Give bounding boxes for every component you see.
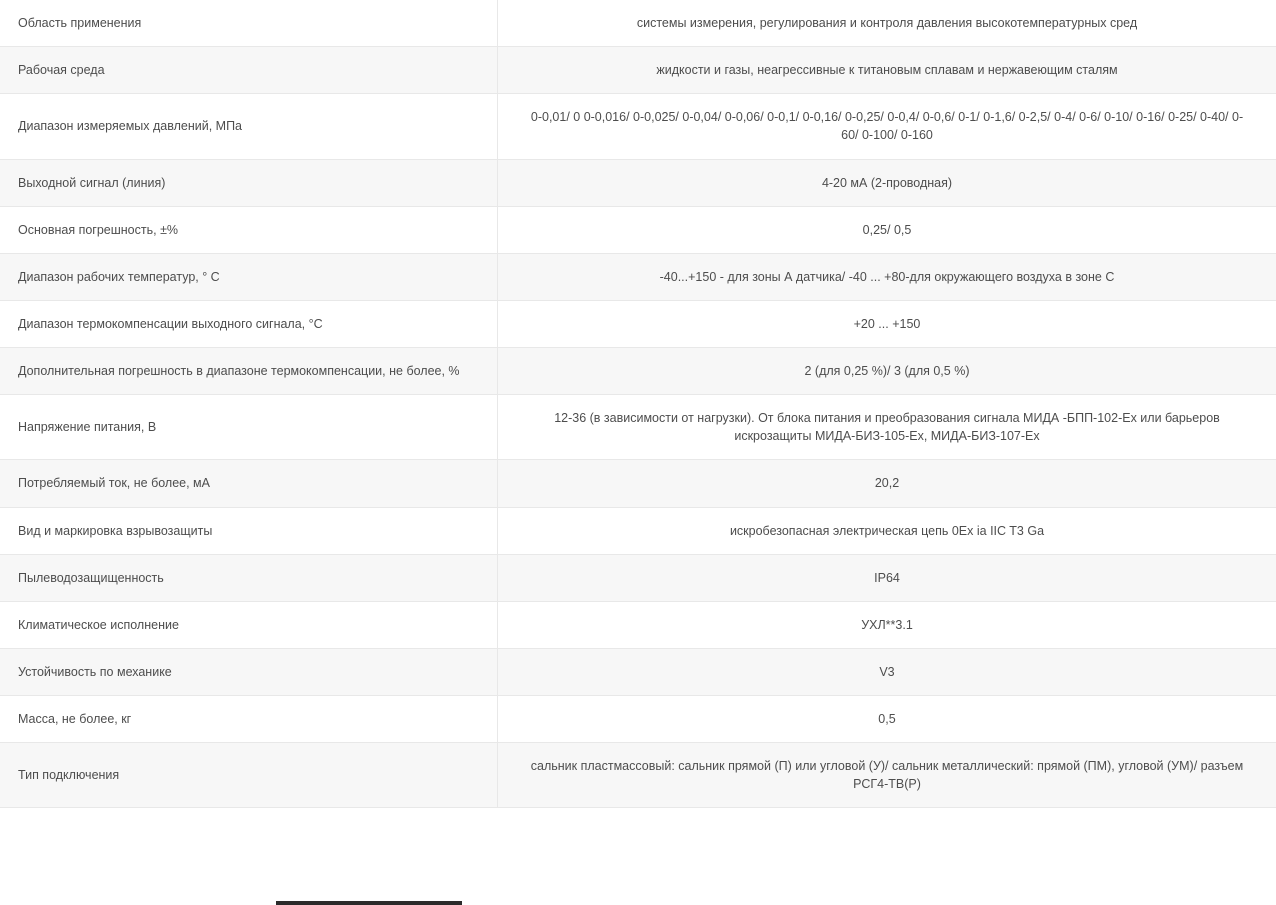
table-row (0, 159, 1276, 206)
value-cell: искробезопасная электрическая цепь 0Ex ia IIC T3 Ga (498, 507, 1276, 554)
value-cell: 0,5 (498, 696, 1276, 743)
value-cell: системы измерения, регулирования и контроля давления высокотемпературных сред (498, 0, 1276, 47)
table-row (0, 648, 1276, 695)
parameter-cell: Пылеводозащищенность (0, 554, 498, 601)
table-row (0, 696, 1276, 743)
table-row (0, 507, 1276, 554)
parameter-cell: Вид и маркировка взрывозащиты (0, 507, 498, 554)
value-cell: +20 ... +150 (498, 300, 1276, 347)
table-row (0, 47, 1276, 94)
value-cell: 0-0,01/ 0 0-0,016/ 0-0,025/ 0-0,04/ 0-0,06/ 0-0,1/ 0-0,16/ 0-0,25/ 0-0,4/ 0-0,6/ 0-1/ 0-1,6/ 0-2,5/ 0-4/ 0-6/ 0-10/ 0-16/ 0-25/ 0-40/ 0-60/ 0-100/ 0-160 (498, 94, 1276, 159)
table-row (0, 743, 1276, 808)
parameter-cell: Выходной сигнал (линия) (0, 159, 498, 206)
table-row (0, 601, 1276, 648)
parameter-cell: Дополнительная погрешность в диапазоне термокомпенсации, не более, % (0, 348, 498, 395)
value-cell: 0,25/ 0,5 (498, 206, 1276, 253)
table-row (0, 554, 1276, 601)
table-row (0, 94, 1276, 159)
table-row (0, 300, 1276, 347)
parameter-cell: Основная погрешность, ±% (0, 206, 498, 253)
parameter-cell: Область применения (0, 0, 498, 47)
parameter-cell: Потребляемый ток, не более, мА (0, 460, 498, 507)
value-cell: сальник пластмассовый: сальник прямой (П) или угловой (У)/ сальник металлический: прямой (ПМ), угловой (УМ)/ разъем РСГ4-ТВ(Р) (498, 743, 1276, 808)
value-cell: 4-20 мА (2-проводная) (498, 159, 1276, 206)
parameter-cell: Диапазон термокомпенсации выходного сигнала, °С (0, 300, 498, 347)
parameter-cell: Тип подключения (0, 743, 498, 808)
value-cell: IP64 (498, 554, 1276, 601)
parameter-cell: Диапазон измеряемых давлений, МПа (0, 94, 498, 159)
value-cell: УХЛ**3.1 (498, 601, 1276, 648)
value-cell: 12-36 (в зависимости от нагрузки). От блока питания и преобразования сигнала МИДА -БПП-102-Ех или барьеров искрозащиты МИДА-БИЗ-105-Ех, МИДА-БИЗ-107-Ех (498, 395, 1276, 460)
table-row (0, 460, 1276, 507)
parameter-cell: Климатическое исполнение (0, 601, 498, 648)
horizontal-scrollbar-thumb[interactable] (276, 901, 462, 905)
value-cell: -40...+150 - для зоны А датчика/ -40 ... +80-для окружающего воздуха в зоне С (498, 253, 1276, 300)
value-cell: 2 (для 0,25 %)/ 3 (для 0,5 %) (498, 348, 1276, 395)
table-row (0, 395, 1276, 460)
parameter-cell: Устойчивость по механике (0, 648, 498, 695)
parameter-cell: Масса, не более, кг (0, 696, 498, 743)
parameter-cell: Напряжение питания, В (0, 395, 498, 460)
table-row (0, 206, 1276, 253)
table-row (0, 348, 1276, 395)
value-cell: жидкости и газы, неагрессивные к титановым сплавам и нержавеющим сталям (498, 47, 1276, 94)
table-row (0, 0, 1276, 47)
parameter-cell: Диапазон рабочих температур, ° С (0, 253, 498, 300)
table-row (0, 253, 1276, 300)
parameter-cell: Рабочая среда (0, 47, 498, 94)
value-cell: 20,2 (498, 460, 1276, 507)
value-cell: V3 (498, 648, 1276, 695)
